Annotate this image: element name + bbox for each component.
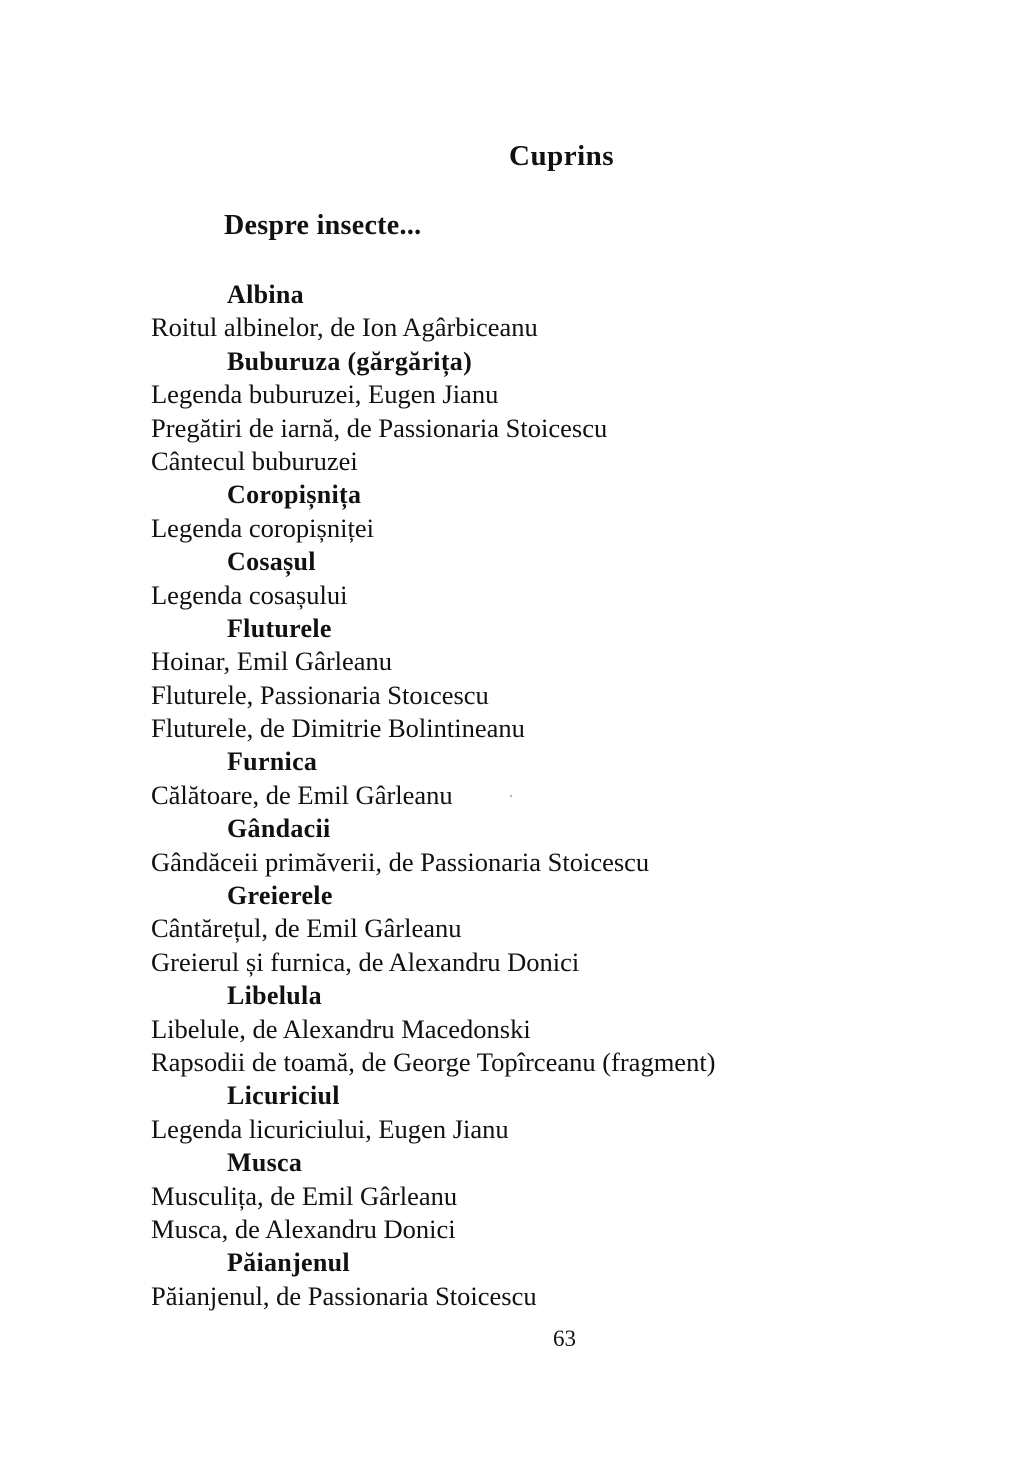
section-heading: Albina bbox=[227, 280, 304, 309]
toc-section bbox=[0, 745, 1034, 812]
section-heading: Musca bbox=[227, 1148, 303, 1178]
toc-section bbox=[0, 345, 1034, 479]
toc-section bbox=[0, 1079, 1034, 1146]
toc-section bbox=[0, 879, 1034, 979]
page-number: 63 bbox=[553, 1326, 576, 1351]
section-heading: Furnica bbox=[227, 747, 318, 777]
page-title: Cuprins bbox=[509, 140, 615, 172]
toc-section bbox=[0, 812, 1034, 879]
toc-entry: Legenda licuriciului, Eugen Jianu bbox=[151, 1113, 509, 1144]
toc-entry: Hoinar, Emil Gârleanu bbox=[151, 646, 393, 677]
toc-entry: Păianjenul, de Passionaria Stoicescu bbox=[151, 1280, 537, 1311]
table-of-contents bbox=[0, 278, 1034, 1313]
toc-section bbox=[0, 545, 1034, 612]
toc-entry: Călătoare, de Emil Gârleanu bbox=[151, 779, 453, 810]
toc-entry: Fluturele, de Dimitrie Bolintineanu bbox=[151, 713, 525, 744]
toc-section bbox=[0, 1146, 1034, 1246]
toc-entry: Pregătiri de iarnă, de Passionaria Stoicescu bbox=[151, 412, 608, 443]
toc-section bbox=[0, 478, 1034, 545]
section-heading: Fluturele bbox=[227, 613, 332, 643]
toc-section bbox=[0, 612, 1034, 746]
toc-section bbox=[0, 278, 1034, 345]
toc-entry: Legenda coropișniței bbox=[151, 512, 374, 543]
section-heading: Păianjenul bbox=[227, 1248, 350, 1278]
toc-section bbox=[0, 1246, 1034, 1313]
toc-entry: Musculița, de Emil Gârleanu bbox=[151, 1180, 458, 1211]
toc-entry: Cântecul buburuzei bbox=[151, 445, 358, 476]
toc-entry: Roitul albinelor, de Ion Agârbiceanu bbox=[151, 312, 538, 343]
toc-entry: Legenda cosașului bbox=[151, 579, 348, 610]
toc-entry: Greierul și furnica, de Alexandru Donici bbox=[151, 946, 580, 977]
section-heading: Greierele bbox=[227, 881, 333, 911]
section-heading: Buburuza (gărgărița) bbox=[227, 346, 473, 376]
section-heading: Libelula bbox=[227, 981, 322, 1011]
scan-speck bbox=[510, 795, 512, 797]
section-heading: Coropișnița bbox=[227, 480, 362, 510]
toc-entry: Cântărețul, de Emil Gârleanu bbox=[151, 913, 462, 944]
section-heading: Gândacii bbox=[227, 814, 331, 844]
intro-heading: Despre insecte... bbox=[224, 210, 422, 241]
section-heading: Licuriciul bbox=[227, 1081, 340, 1111]
section-heading: Cosașul bbox=[227, 547, 316, 577]
toc-entry: Gândăceii primăverii, de Passionaria Stoicescu bbox=[151, 846, 650, 877]
toc-entry: Legenda buburuzei, Eugen Jianu bbox=[151, 379, 499, 410]
toc-entry: Musca, de Alexandru Donici bbox=[151, 1213, 456, 1244]
toc-entry: Libelule, de Alexandru Macedonski bbox=[151, 1013, 531, 1044]
toc-entry: Rapsodii de toamă, de George Topîrceanu (fragment) bbox=[151, 1046, 716, 1077]
toc-entry: Fluturele, Passionaria Stoıcescu bbox=[151, 679, 489, 710]
toc-section bbox=[0, 979, 1034, 1079]
